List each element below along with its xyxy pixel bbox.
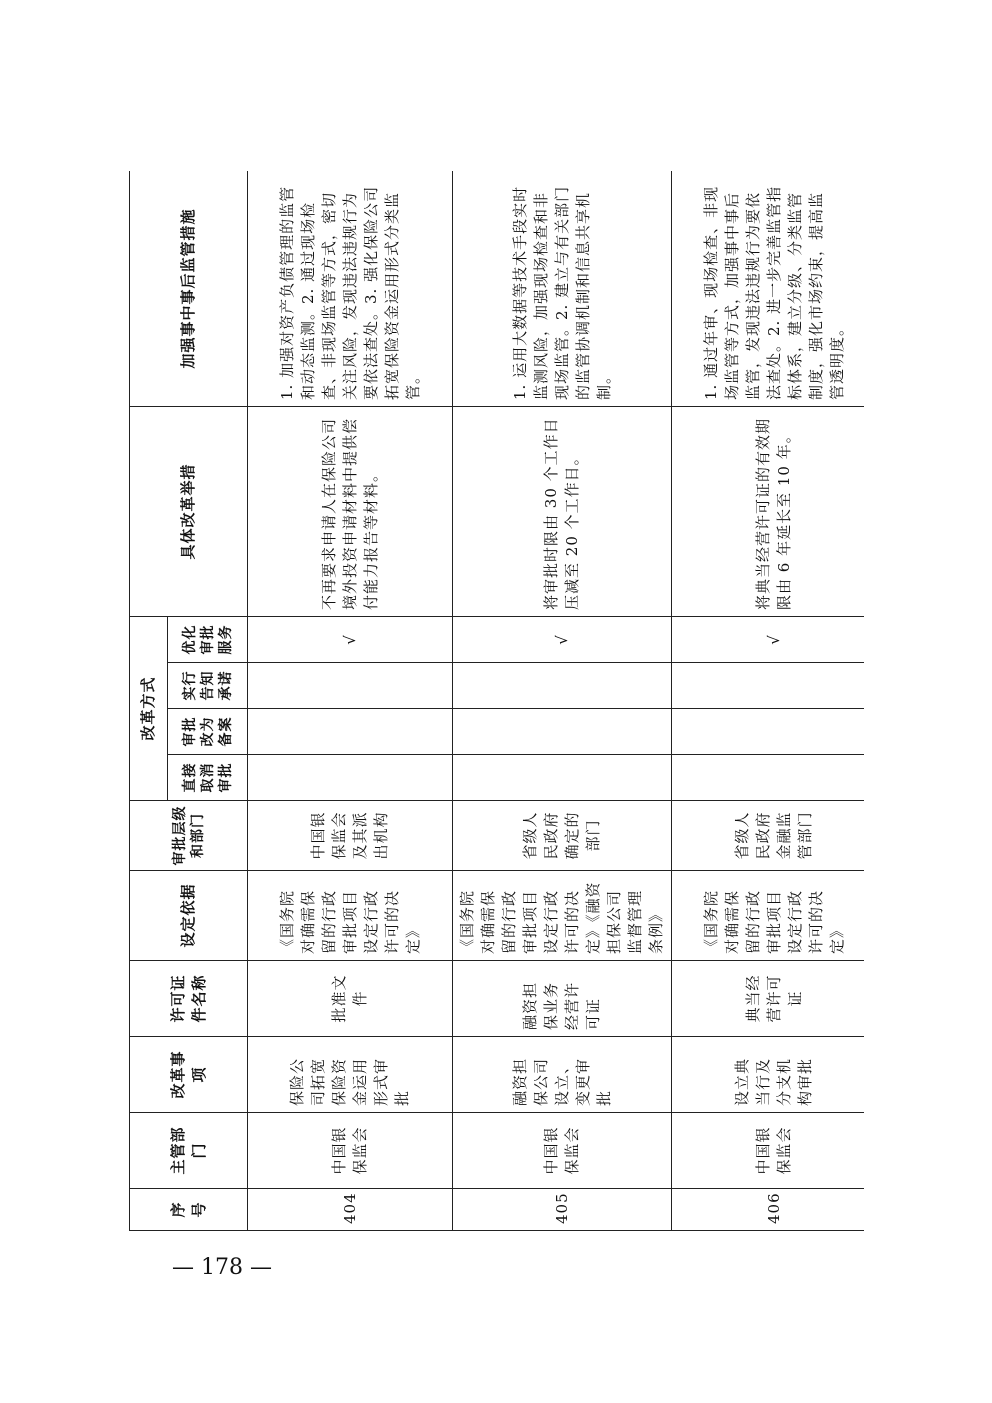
header-supervision: 加强事中事后监管措施: [130, 171, 248, 406]
header-basis: 设定依据: [130, 871, 248, 961]
cell-measures: 将典当经营许可证的有效期限由 6 年延长至 10 年。: [672, 406, 865, 616]
header-license: 许可证件名称: [130, 961, 248, 1037]
cell-method-cancel: [453, 755, 672, 801]
cell-measures: 不再要求申请人在保险公司境外投资申请材料中提供偿付能力报告等材料。: [248, 406, 453, 616]
cell-seq: 405: [453, 1189, 672, 1231]
cell-level: 中国银保监会及其派出机构: [248, 801, 453, 871]
cell-method-optimize: √: [453, 616, 672, 662]
cell-level: 省级人民政府确定的部门: [453, 801, 672, 871]
header-method: 改革方式: [130, 616, 168, 800]
header-method-cancel: 直接取消审批: [168, 755, 248, 801]
cell-item: 融资担保公司设立、变更审批: [453, 1037, 672, 1113]
cell-measures: 将审批时限由 30 个工作日压减至 20 个工作日。: [453, 406, 672, 616]
cell-method-notify: [672, 663, 865, 709]
cell-level: 省级人民政府金融监管部门: [672, 801, 865, 871]
cell-dept: 中国银保监会: [453, 1113, 672, 1189]
table-wrapper: [129, 171, 864, 1231]
header-measures: 具体改革举措: [130, 406, 248, 616]
header-item: 改革事项: [130, 1037, 248, 1113]
header-level: 审批层级和部门: [130, 801, 248, 871]
reform-table: [129, 171, 864, 1231]
cell-method-optimize: √: [672, 616, 865, 662]
cell-dept: 中国银保监会: [672, 1113, 865, 1189]
cell-method-filing: [248, 709, 453, 755]
cell-supervision: 1. 加强对资产负债管理的监管和动态监测。2. 通过现场检查、非现场监管等方式，密切关注风险，发现违法违规行为要依法查处。3. 强化保险公司拓宽保险资金运用形式分类监管。: [248, 171, 453, 406]
cell-item: 保险公司拓宽保险资金运用形式审批: [248, 1037, 453, 1113]
cell-basis: 《国务院对确需保留的行政审批项目设定行政许可的决定》《融资担保公司监督管理条例》: [453, 871, 672, 961]
page-number: — 178 —: [172, 1255, 272, 1280]
cell-method-notify: [453, 663, 672, 709]
cell-license: 批准文件: [248, 961, 453, 1037]
cell-basis: 《国务院对确需保留的行政审批项目设定行政许可的决定》: [248, 871, 453, 961]
cell-supervision: 1. 运用大数据等技术手段实时监测风险，加强现场检查和非现场监管。2. 建立与有关部门的监管协调机制和信息共享机制。: [453, 171, 672, 406]
header-seq: 序号: [130, 1189, 248, 1231]
cell-method-cancel: [672, 755, 865, 801]
cell-method-cancel: [248, 755, 453, 801]
header-row-main: [130, 171, 168, 1231]
cell-item: 设立典当行及分支机构审批: [672, 1037, 865, 1113]
cell-method-notify: [248, 663, 453, 709]
cell-license: 融资担保业务经营许可证: [453, 961, 672, 1037]
header-dept: 主管部门: [130, 1113, 248, 1189]
cell-method-optimize: √: [248, 616, 453, 662]
table-row: [453, 171, 672, 1231]
header-method-notify: 实行告知承诺: [168, 663, 248, 709]
cell-seq: 404: [248, 1189, 453, 1231]
header-method-optimize: 优化审批服务: [168, 616, 248, 662]
cell-license: 典当经营许可证: [672, 961, 865, 1037]
cell-basis: 《国务院对确需保留的行政审批项目设定行政许可的决定》: [672, 871, 865, 961]
cell-method-filing: [453, 709, 672, 755]
table-row: [672, 171, 865, 1231]
rotated-table-area: [129, 171, 864, 1231]
cell-seq: 406: [672, 1189, 865, 1231]
cell-supervision: 1. 通过年审、现场检查、非现场监管等方式，加强事中事后监管，发现违法违规行为要依法查处。2. 进一步完善监管指标体系，建立分级、分类监管制度，强化市场约束，提高监管透明度。: [672, 171, 865, 406]
header-method-filing: 审批改为备案: [168, 709, 248, 755]
cell-method-filing: [672, 709, 865, 755]
table-row: [248, 171, 453, 1231]
cell-dept: 中国银保监会: [248, 1113, 453, 1189]
